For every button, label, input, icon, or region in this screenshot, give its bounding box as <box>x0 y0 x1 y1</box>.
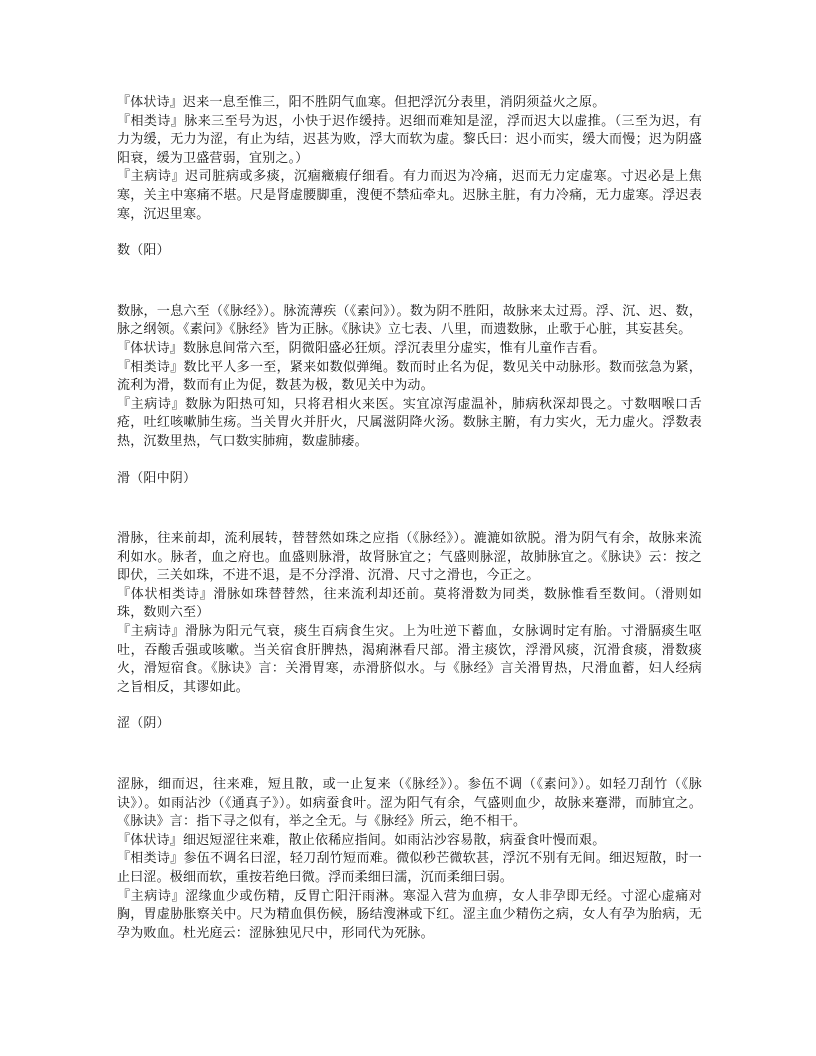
paragraph: 滑脉，往来前却，流利展转，替替然如珠之应指（《脉经》）。漉漉如欲脱。滑为阴气有余，故脉来流利如水。脉者，血之府也。血盛则脉滑，故肾脉宜之；气盛则脉涩，故肺脉宜之。《脉诀》云：按之即伏，三关如珠，不进不退，是不分浮滑、沉滑、尺寸之滑也，今正之。 <box>117 531 702 584</box>
paragraph: 『主病诗』涩缘血少或伤精，反胃亡阳汗雨淋。寒湿入营为血痹，女人非孕即无经。寸涩心虚痛对胸，胃虚胁胀察关中。尺为精血俱伤候，肠结溲淋或下红。涩主血少精伤之病，女人有孕为胎病，无孕为败血。杜光庭云：涩脉独见尺中，形同代为死脉。 <box>117 888 702 941</box>
section-heading: 数（阳） <box>117 243 170 259</box>
section-se <box>117 715 702 943</box>
document-page <box>117 94 702 943</box>
section-chi-poems <box>117 94 702 224</box>
paragraph: 『体状诗』迟来一息至惟三，阳不胜阴气血寒。但把浮沉分表里，消阴须益火之原。 <box>117 95 606 110</box>
section-heading: 滑（阳中阴） <box>117 470 197 486</box>
paragraph: 『相类诗』脉来三至号为迟，小快于迟作缓持。迟细而难知是涩，浮而迟大以虚推。（三至为迟，有力为缓，无力为涩，有止为结，迟甚为败，浮大而软为虚。黎氏曰：迟小而实，缓大而慢；迟为阴盛阳衰，缓为卫盛营弱，宜别之。） <box>117 113 702 166</box>
paragraph: 『主病诗』数脉为阳热可知，只将君相火来医。实宜凉泻虚温补，肺病秋深却畏之。寸数咽喉口舌疮，吐红咳嗽肺生疡。当关胃火并肝火，尺属滋阴降火汤。数脉主腑，有力实火，无力虚火。浮数表热，沉数里热，气口数实肺痈，数虚肺痿。 <box>117 396 702 449</box>
section-heading: 涩（阴） <box>117 716 170 732</box>
section-hua <box>117 470 702 698</box>
paragraph: 『主病诗』迟司脏病或多痰，沉痼癥瘕仔细看。有力而迟为冷痛，迟而无力定虚寒。寸迟必是上焦寒，关主中寒痛不堪。尺是肾虚腰脚重，溲便不禁疝牵丸。迟脉主脏，有力冷痛，无力虚寒。浮迟表寒，沉迟里寒。 <box>117 169 702 222</box>
paragraph: 『体状诗』数脉息间常六至，阴微阳盛必狂烦。浮沉表里分虚实，惟有儿童作吉看。 <box>117 340 606 356</box>
paragraph: 『相类诗』数比平人多一至，紧来如数似弹绳。数而时止名为促，数见关中动脉形。数而弦急为紧，流利为滑，数而有止为促，数甚为极，数见关中为动。 <box>117 359 702 394</box>
paragraph: 『主病诗』滑脉为阳元气衰，痰生百病食生灾。上为吐逆下蓄血，女脉调时定有胎。寸滑膈痰生呕吐，吞酸舌强或咳嗽。当关宿食肝脾热，渴痢淋看尺部。滑主痰饮，浮滑风痰，沉滑食痰，滑数痰火，滑短宿食。《脉诀》言：关滑胃寒，赤滑脐似水。与《脉经》言关滑胃热，尺滑血蓄，妇人经病之旨相反，其谬如此。 <box>117 624 702 695</box>
paragraph: 涩脉，细而迟，往来难，短且散，或一止复来（《脉经》）。参伍不调（《素问》）。如轻刀刮竹（《脉诀》）。如雨沾沙（《通真子》）。如病蚕食叶。涩为阳气有余，气盛则血少，故脉来蹇滞，而肺宜之。《脉诀》言：指下寻之似有，举之全无。与《脉经》所云，绝不相干。 <box>117 777 702 830</box>
paragraph: 『相类诗』参伍不调名曰涩，轻刀刮竹短而难。微似秒芒微软甚，浮沉不别有无间。细迟短散，时一止曰涩。极细而软，重按若绝曰微。浮而柔细曰濡，沉而柔细曰弱。 <box>117 851 702 885</box>
paragraph: 『体状相类诗』滑脉如珠替替然，往来流利却还前。莫将滑数为同类，数脉惟看至数间。（滑则如珠，数则六至） <box>117 586 702 621</box>
paragraph: 数脉，一息六至（《脉经》）。脉流薄疾（《素问》）。数为阴不胜阳，故脉来太过焉。浮、沉、迟、数，脉之纲领。《素问》《脉经》皆为正脉。《脉诀》立七表、八里，而遗数脉，止歌于心脏，其妄甚矣。 <box>117 303 702 338</box>
section-shu <box>117 242 702 451</box>
paragraph: 『体状诗』细迟短涩往来难，散止依稀应指间。如雨沾沙容易散，病蚕食叶慢而艰。 <box>117 832 606 848</box>
